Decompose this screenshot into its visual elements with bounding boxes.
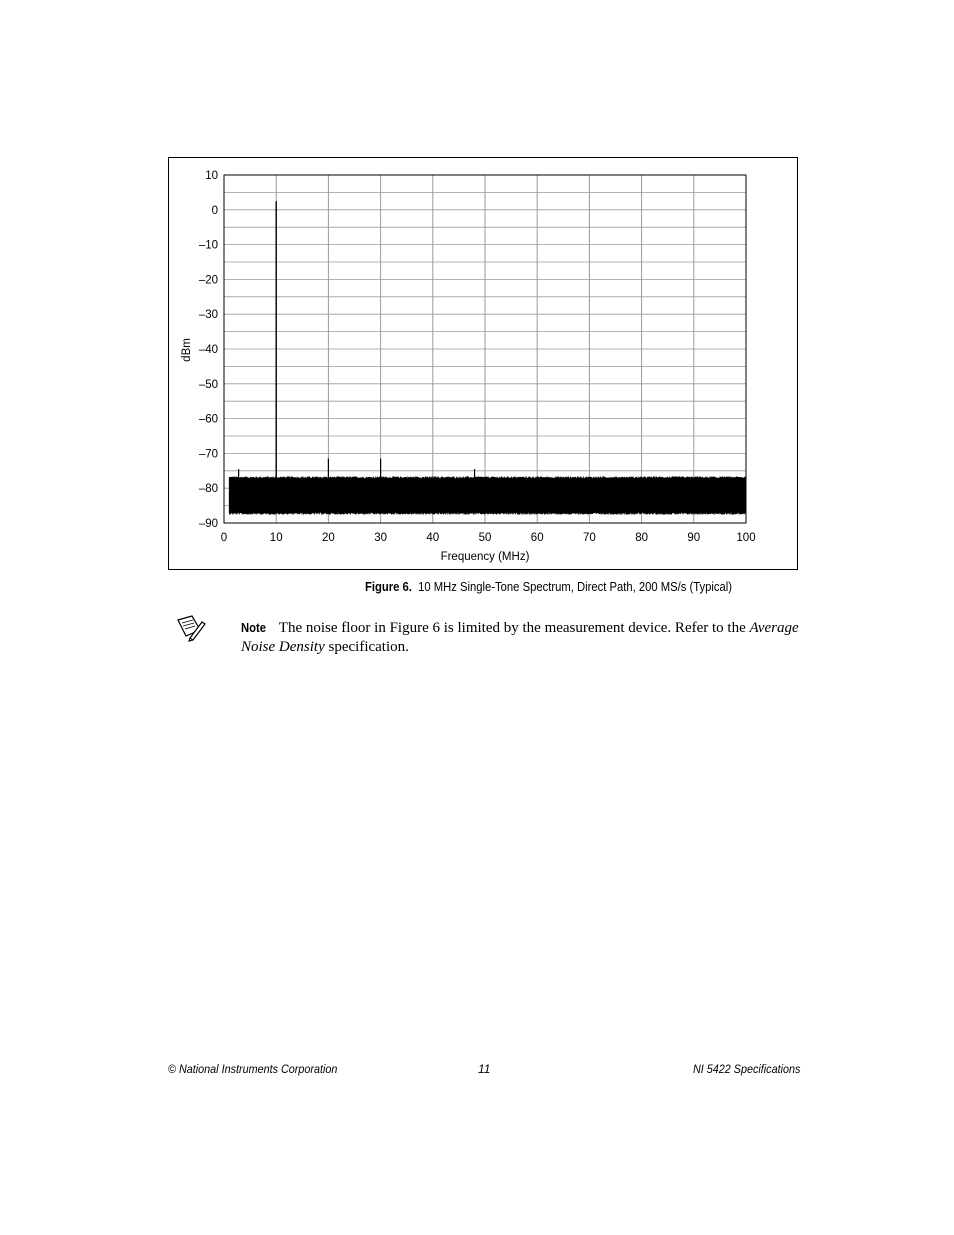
x-tick-label: 30: [374, 532, 387, 544]
note-paragraph: [241, 619, 801, 657]
y-tick-label: –40: [198, 344, 218, 356]
x-tick-label: 90: [687, 532, 701, 544]
y-tick-label: –90: [198, 518, 218, 530]
y-tick-label: 0: [211, 204, 218, 217]
grid: [224, 175, 746, 523]
y-tick-label: –20: [198, 274, 218, 287]
note-text-end: specification.: [328, 639, 409, 655]
footer-doc-title: NI 5422 Specifications: [692, 1062, 800, 1076]
y-tick-label: 10: [205, 170, 218, 182]
x-tick-label: 10: [269, 532, 283, 544]
x-tick-label: 40: [426, 532, 440, 544]
y-tick-label: –80: [198, 483, 218, 496]
noise-floor-band: [229, 483, 746, 507]
noise-floor: [229, 476, 746, 514]
note-italic-term: Average Noise Density: [241, 620, 799, 655]
y-tick-label: –50: [198, 378, 218, 391]
note-text-start: The noise floor in Figure 6 is limited by the measurement device. Refer to the: [278, 620, 746, 636]
note-label: Note: [241, 621, 267, 635]
y-tick-label: –70: [198, 448, 218, 461]
y-tick-label: –10: [198, 239, 218, 252]
footer-page-number: 11: [478, 1062, 491, 1076]
x-tick-label: 100: [736, 532, 756, 544]
x-tick-label: 80: [635, 532, 648, 544]
x-axis-ticks: [221, 532, 756, 544]
y-tick-label: –60: [198, 413, 218, 426]
figure-caption: [365, 580, 732, 594]
x-tick-label: 20: [322, 532, 335, 544]
spectrum-marks: [239, 201, 475, 495]
y-axis-ticks: [199, 170, 218, 530]
x-tick-label: 0: [220, 532, 228, 544]
x-axis-title: Frequency (MHz): [440, 551, 530, 563]
footer-copyright: © National Instruments Corporation: [168, 1062, 338, 1076]
x-tick-label: 70: [583, 532, 596, 544]
figure-6-chart: [168, 157, 798, 570]
figure-caption-text: 10 MHz Single-Tone Spectrum, Direct Path, 200 MS/s (Typical): [418, 580, 733, 594]
spectrum-plot: [169, 158, 799, 571]
figure-label: Figure 6.: [365, 580, 412, 594]
x-tick-label: 50: [478, 532, 492, 544]
y-axis-title: dBm: [181, 338, 193, 362]
y-tick-label: –30: [198, 309, 218, 322]
x-tick-label: 60: [530, 532, 544, 544]
note-pencil-icon: [176, 614, 206, 642]
